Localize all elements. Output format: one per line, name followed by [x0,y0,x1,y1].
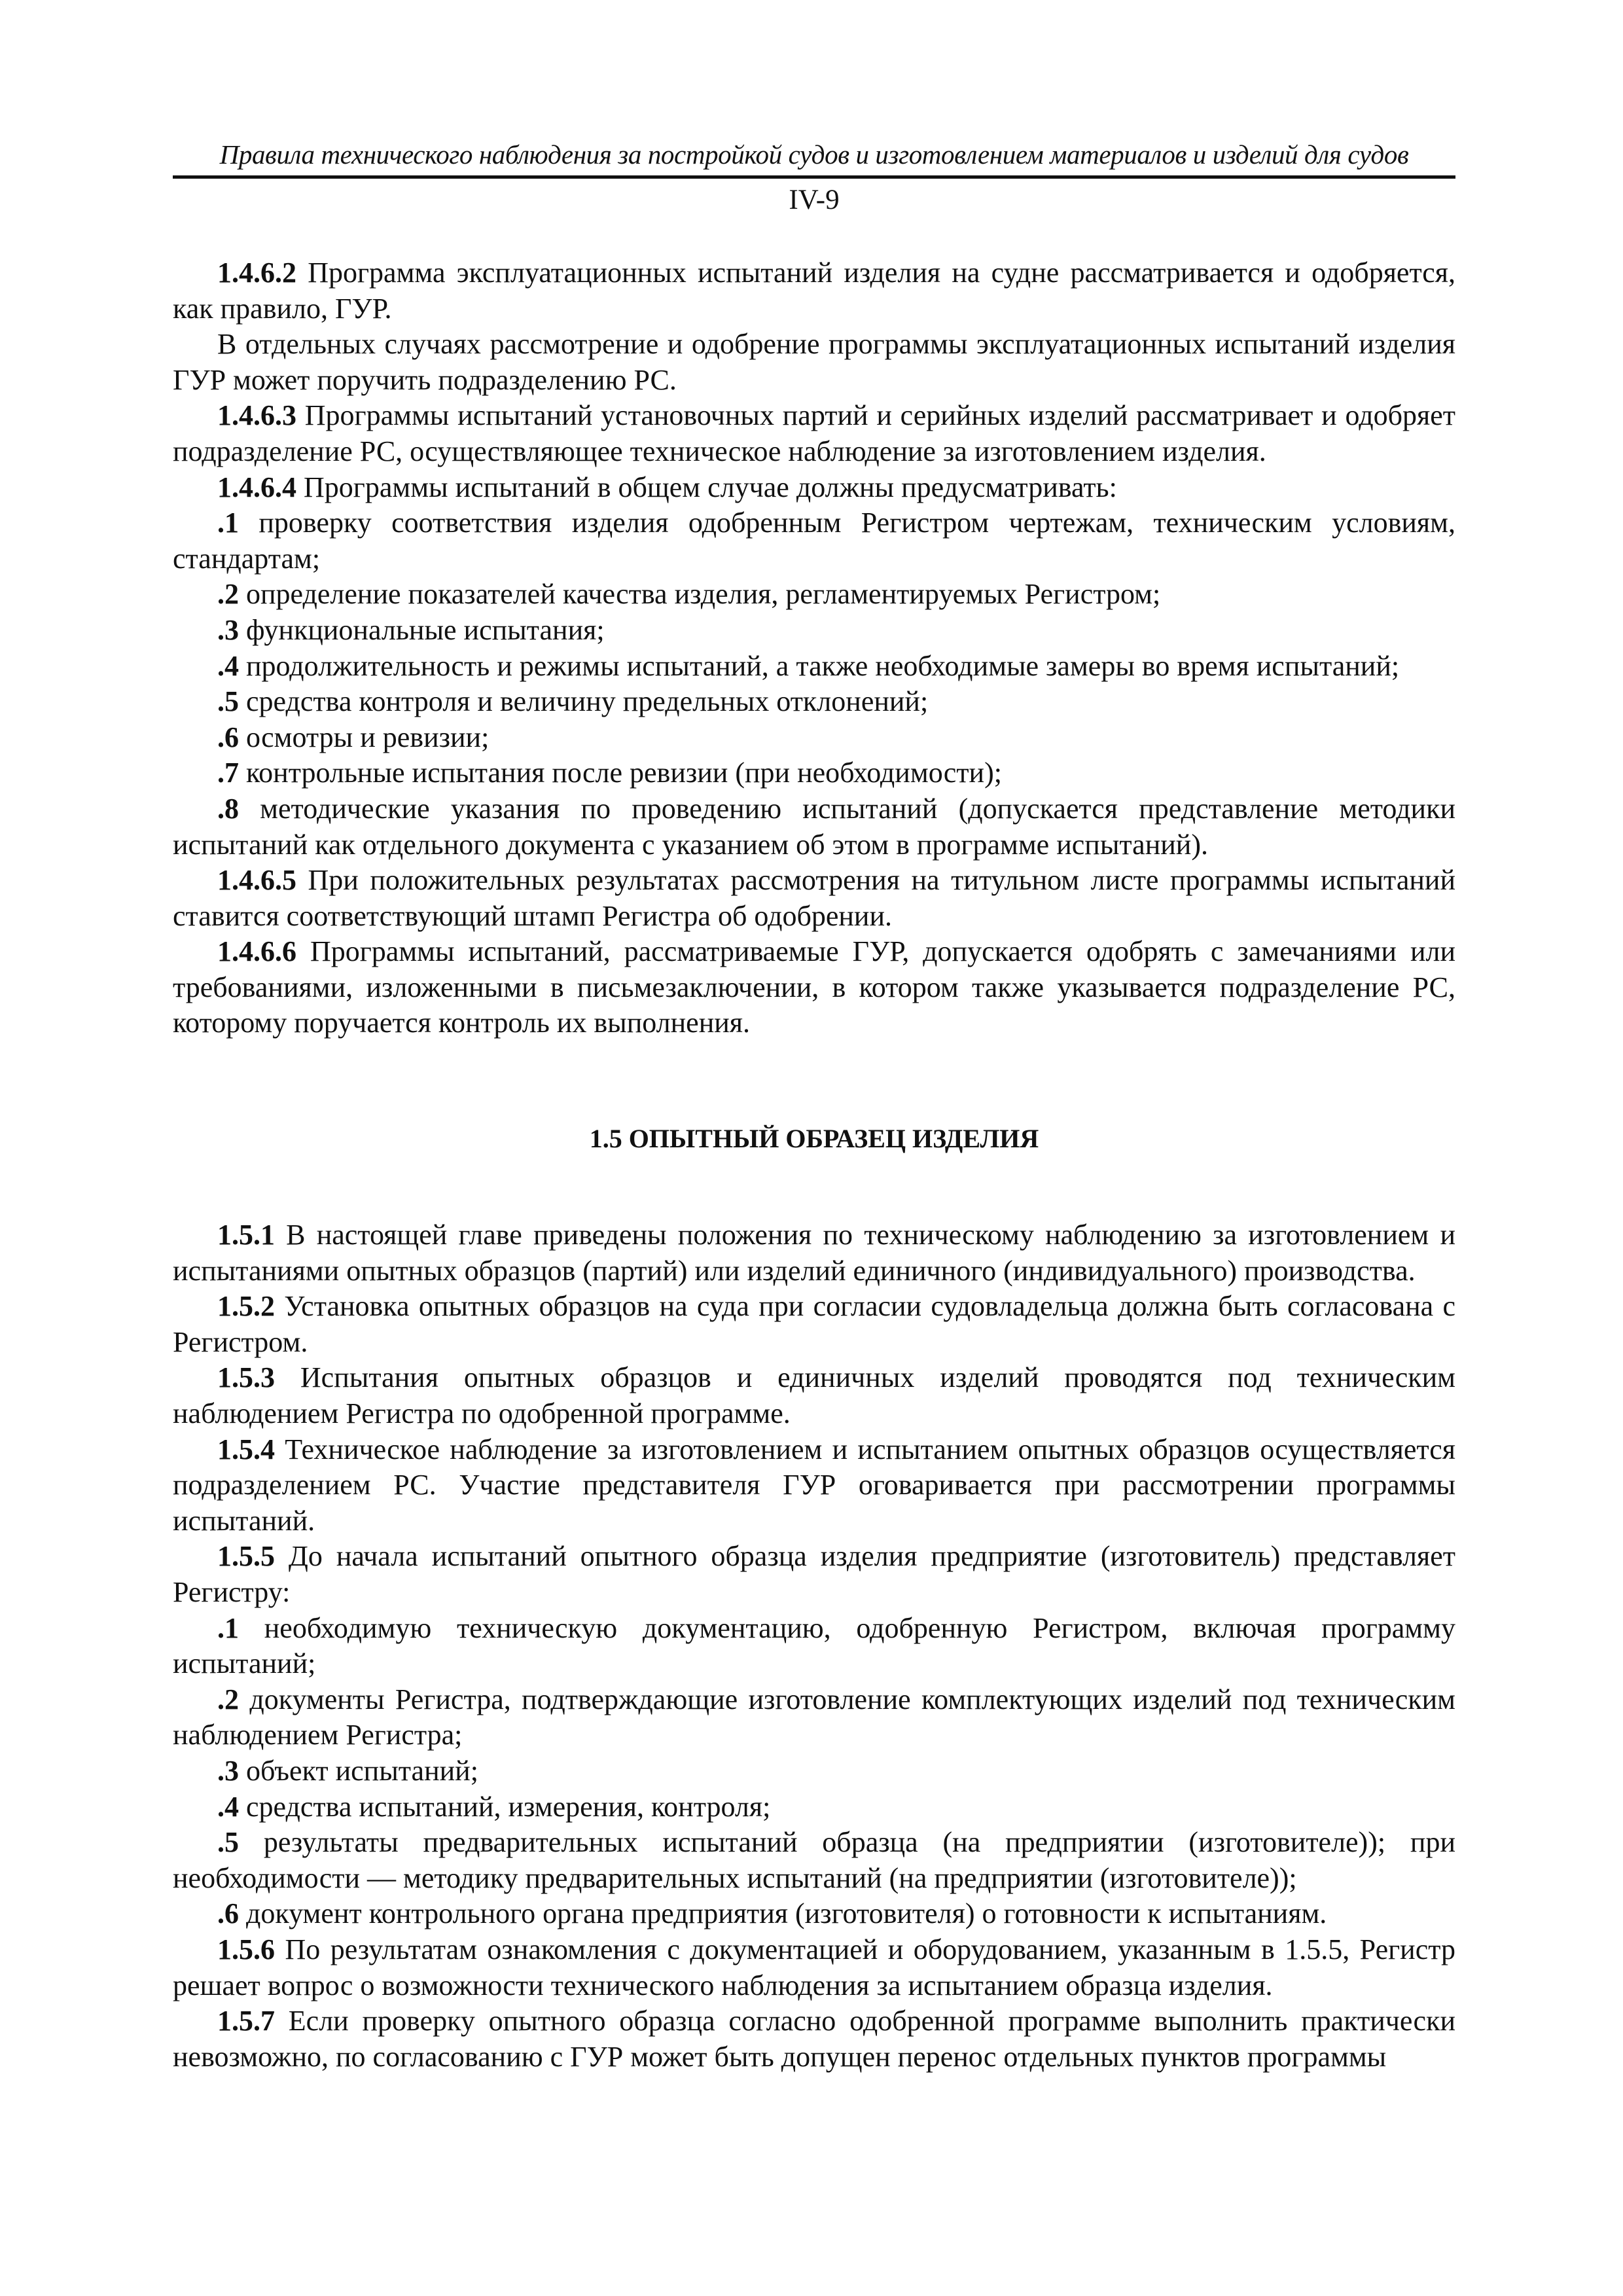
paragraph [173,1539,1455,1610]
paragraph [173,1789,1455,1825]
clause-number: 1.5.7 [217,2005,275,2037]
paragraph-text: функциональные испытания; [239,613,605,646]
paragraph [173,934,1455,1041]
paragraph-text: Программы испытаний, рассматриваемые ГУР, допускается одобрять с замечаниями или требованиями, изложенными в письмезаключении, в котором также указывается подразделение РС, которому поручается контроль их выполнения. [173,935,1455,1039]
clause-number: .2 [217,578,239,611]
paragraph-text: Программы испытаний в общем случае должны предусматривать: [296,471,1117,503]
paragraph [173,613,1455,649]
paragraph [173,2003,1455,2075]
clause-number: 1.5.3 [217,1361,275,1394]
paragraph-text: контрольные испытания после ревизии (при необходимости); [239,757,1002,789]
paragraph [173,1682,1455,1753]
paragraph-text: необходимую техническую документацию, одобренную Регистром, включая программу испытаний; [173,1611,1455,1680]
page-number: IV-9 [789,185,840,215]
paragraph-text: До начала испытаний опытного образца изделия предприятие (изготовитель) представляет Регистру: [173,1540,1455,1608]
paragraph-text: Программы испытаний установочных партий и серийных изделий рассматривает и одобряет подразделение РС, осуществляющее техническое наблюдение за изготовлением изделия. [173,399,1455,467]
paragraph [173,1825,1455,1896]
clause-number: .3 [217,1754,239,1787]
paragraph-text: определение показателей качества изделия, регламентируемых Регистром; [239,578,1161,611]
paragraph [173,327,1455,398]
paragraph-text: продолжительность и режимы испытаний, а также необходимые замеры во время испытаний; [239,649,1400,682]
paragraph [173,649,1455,685]
paragraph-text: методические указания по проведению испытаний (допускается представление методики испытаний как отдельного документа с указанием об этом в программе испытаний). [173,792,1455,861]
paragraph [173,863,1455,934]
clause-number: .4 [217,649,239,682]
clause-number: .2 [217,1683,239,1715]
paragraph-text: средства испытаний, измерения, контроля; [239,1790,771,1823]
clause-number: .3 [217,613,239,646]
paragraph-text: документы Регистра, подтверждающие изготовление комплектующих изделий под техническим наблюдением Регистра; [173,1683,1455,1751]
paragraph-text: По результатам ознакомления с документацией и оборудованием, указанным в 1.5.5, Регистр решает вопрос о возможности технического наблюдения за испытанием образца изделия. [173,1933,1455,2001]
clause-number: .6 [217,1897,239,1930]
paragraph [173,1896,1455,1932]
section-heading: 1.5 ОПЫТНЫЙ ОБРАЗЕЦ ИЗДЕЛИЯ [589,1124,1039,1154]
clause-number: .1 [217,507,239,539]
paragraph [173,1289,1455,1360]
clause-number: 1.5.6 [217,1933,275,1965]
paragraph [173,470,1455,506]
clause-number: 1.5.1 [217,1219,275,1251]
paragraph-text: Техническое наблюдение за изготовлением и испытанием опытных образцов осуществляется подразделением РС. Участие представителя ГУР оговаривается при рассмотрении программы испытаний. [173,1433,1455,1537]
paragraph-text: При положительных результатах рассмотрения на титульном листе программы испытаний ставится соответствующий штамп Регистра об одобрении. [173,864,1455,932]
paragraph [173,1360,1455,1431]
paragraph [173,755,1455,791]
paragraph [173,720,1455,756]
clause-number: .1 [217,1611,239,1644]
clause-number: 1.5.4 [217,1433,275,1465]
paragraph-text: Установка опытных образцов на суда при согласии судовладельца должна быть согласована с Регистром. [173,1290,1455,1358]
section-1-5 [173,1217,1455,2075]
clause-number: .6 [217,721,239,753]
clause-number: .4 [217,1790,239,1823]
paragraph [173,1932,1455,2003]
paragraph-text: объект испытаний; [239,1754,478,1787]
clause-number: .5 [217,1826,239,1859]
paragraph [173,791,1455,863]
paragraph-text: осмотры и ревизии; [239,721,490,753]
clause-number: 1.5.5 [217,1540,275,1573]
paragraph-text: В настоящей главе приведены положения по техническому наблюдению за изготовлением и испытаниями опытных образцов (партий) или изделий единичного (индивидуального) производства. [173,1219,1455,1287]
paragraph-text: В отдельных случаях рассмотрение и одобрение программы эксплуатационных испытаний изделия ГУР может поручить подразделению РС. [173,328,1455,396]
clause-number: 1.4.6.2 [217,257,296,289]
document-body [173,255,1455,2075]
paragraph [173,1611,1455,1682]
paragraph-text: Программа эксплуатационных испытаний изделия на судне рассматривается и одобряется, как правило, ГУР. [173,257,1455,325]
paragraph-text: средства контроля и величину предельных отклонений; [239,685,929,718]
paragraph-text: проверку соответствия изделия одобренным Регистром чертежам, техническим условиям, стандартам; [173,507,1455,575]
paragraph [173,684,1455,720]
clause-number: 1.4.6.3 [217,399,296,432]
clause-number: .5 [217,685,239,718]
clause-number: .7 [217,757,239,789]
paragraph [173,1217,1455,1289]
paragraph-text: результаты предварительных испытаний образца (на предприятии (изготовителе)); при необходимости — методику предварительных испытаний (на предприятии (изготовителе)); [173,1826,1455,1894]
clause-number: 1.4.6.4 [217,471,296,503]
clause-number: 1.5.2 [217,1290,275,1323]
clause-number: .8 [217,792,239,825]
running-header: Правила технического наблюдения за постройкой судов и изготовлением материалов и изделий для судов [219,139,1409,170]
paragraph [173,1753,1455,1789]
paragraph [173,255,1455,327]
paragraph [173,505,1455,577]
section-1-4-6 [173,255,1455,1041]
header-rule [173,175,1455,179]
paragraph-text: документ контрольного органа предприятия (изготовителя) о готовности к испытаниям. [239,1897,1327,1930]
paragraph [173,1432,1455,1539]
clause-number: 1.4.6.6 [217,935,296,968]
paragraph-text: Испытания опытных образцов и единичных изделий проводятся под техническим наблюдением Регистра по одобренной программе. [173,1361,1455,1430]
paragraph-text: Если проверку опытного образца согласно одобренной программе выполнить практически невозможно, по согласованию с ГУР может быть допущен перенос отдельных пунктов программы [173,2005,1455,2073]
paragraph [173,398,1455,469]
clause-number: 1.4.6.5 [217,864,296,897]
paragraph [173,577,1455,613]
